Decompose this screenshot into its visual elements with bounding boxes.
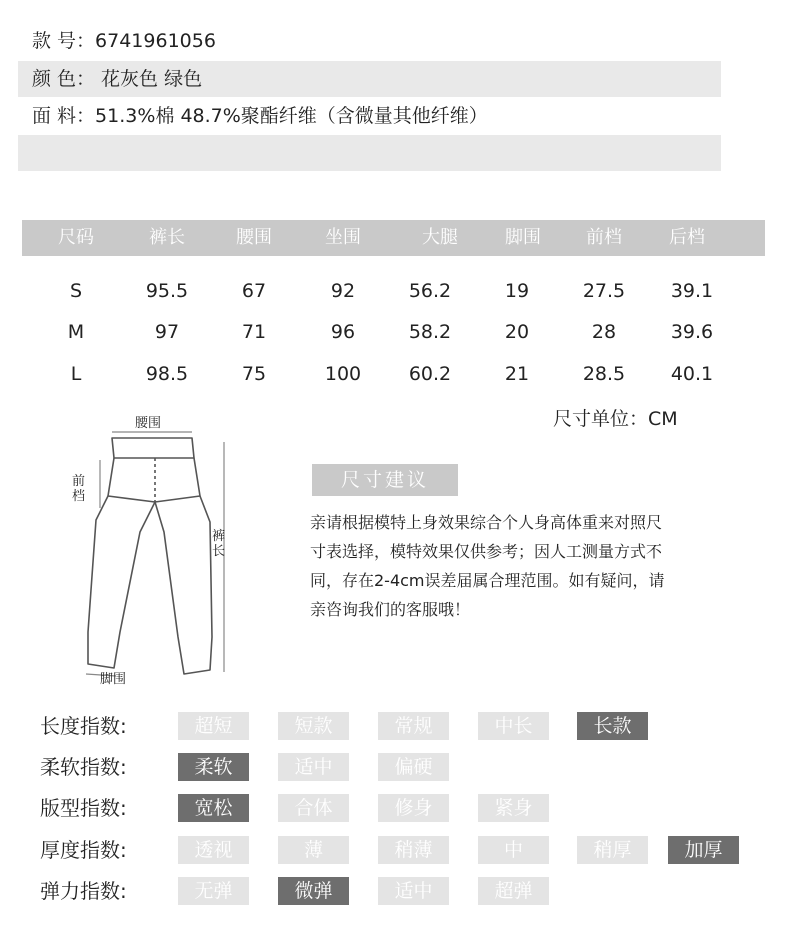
- cell: 71: [241, 321, 267, 343]
- fabric-value: 51.3%棉 48.7%聚酯纤维（含微量其他纤维）: [95, 105, 488, 127]
- thickness-option-thick: 加厚: [668, 836, 739, 864]
- length-option-extra-short: 超短: [178, 712, 249, 740]
- style-number-label: 款 号：: [32, 30, 96, 52]
- header-waist: 腰围: [236, 227, 272, 248]
- blank-shaded-row: [18, 135, 721, 171]
- cell: 75: [241, 363, 267, 385]
- advice-line: 寸表选择，模特效果仅供参考；因人工测量方式不: [310, 542, 663, 561]
- length-option-regular: 常规: [378, 712, 449, 740]
- cell: S: [69, 280, 83, 302]
- softness-index-row: [40, 752, 770, 782]
- length-option-long: 长款: [577, 712, 648, 740]
- cell: 58.2: [408, 321, 452, 343]
- size-row-m: [22, 312, 765, 352]
- softness-index-label: 柔软指数:: [40, 755, 127, 779]
- cell: 92: [330, 280, 356, 302]
- size-advice-text: [310, 508, 730, 624]
- cell: 21: [504, 363, 530, 385]
- advice-line: 亲请根据模特上身效果综合个人身高体重来对照尺: [310, 513, 663, 532]
- softness-option-medium: 适中: [278, 753, 349, 781]
- fit-option-slim: 修身: [378, 794, 449, 822]
- cell: 28.5: [582, 363, 626, 385]
- diagram-hem-label: 脚围: [100, 672, 127, 687]
- cell: 98.5: [145, 363, 189, 385]
- header-hem: 脚围: [505, 227, 541, 248]
- size-advice-title: 尺寸建议: [312, 464, 458, 496]
- size-unit-note: 尺寸单位：CM: [553, 408, 678, 430]
- fit-option-loose: 宽松: [178, 794, 249, 822]
- advice-line: 亲咨询我们的客服哦！: [310, 600, 471, 619]
- length-option-short: 短款: [278, 712, 349, 740]
- diagram-front-rise-label: 前档: [72, 474, 86, 504]
- size-row-s: [22, 271, 765, 311]
- cell: 100: [324, 363, 362, 385]
- fit-option-regular: 合体: [278, 794, 349, 822]
- thickness-index-row: [40, 835, 770, 865]
- cell: 40.1: [670, 363, 714, 385]
- color-label: 颜 色：: [32, 68, 96, 90]
- pants-diagram: [60, 412, 250, 692]
- cell: 39.6: [670, 321, 714, 343]
- fit-index-label: 版型指数:: [40, 796, 127, 820]
- diagram-waist-label: 腰围: [135, 416, 162, 431]
- header-length: 裤长: [149, 227, 185, 248]
- stretch-option-slight: 微弹: [278, 877, 349, 905]
- cell: 56.2: [408, 280, 452, 302]
- cell: L: [70, 363, 82, 385]
- thickness-option-slightly-thin: 稍薄: [378, 836, 449, 864]
- cell: 96: [330, 321, 356, 343]
- color-value: 花灰色 绿色: [101, 68, 203, 90]
- fit-index-row: [40, 793, 770, 823]
- cell: 20: [504, 321, 530, 343]
- length-index-row: [40, 711, 770, 741]
- cell: 19: [504, 280, 530, 302]
- thickness-index-label: 厚度指数:: [40, 838, 127, 862]
- cell: 39.1: [670, 280, 714, 302]
- cell: 95.5: [145, 280, 189, 302]
- style-number-value: 6741961056: [95, 30, 216, 52]
- stretch-option-none: 无弹: [178, 877, 249, 905]
- color-row: [18, 61, 721, 97]
- stretch-option-medium: 适中: [378, 877, 449, 905]
- size-row-l: [22, 354, 765, 394]
- header-front-rise: 前档: [586, 227, 622, 248]
- header-back-rise: 后档: [669, 227, 705, 248]
- size-table-header: [22, 220, 765, 256]
- advice-line: 同，存在2-4cm误差届属合理范围。如有疑问，请: [310, 571, 665, 590]
- cell: 67: [241, 280, 267, 302]
- length-option-mid-long: 中长: [478, 712, 549, 740]
- length-index-label: 长度指数:: [40, 714, 127, 738]
- stretch-index-row: [40, 876, 770, 906]
- softness-option-stiff: 偏硬: [378, 753, 449, 781]
- fabric-row: [18, 98, 721, 134]
- diagram-length-label: 裤长: [212, 529, 226, 559]
- fit-option-tight: 紧身: [478, 794, 549, 822]
- cell: 28: [591, 321, 617, 343]
- cell: 27.5: [582, 280, 626, 302]
- header-size: 尺码: [58, 227, 94, 248]
- thickness-option-thin: 薄: [278, 836, 349, 864]
- stretch-option-super: 超弹: [478, 877, 549, 905]
- header-thigh: 大腿: [422, 227, 458, 248]
- thickness-option-medium: 中: [478, 836, 549, 864]
- thickness-option-slightly-thick: 稍厚: [577, 836, 648, 864]
- fabric-label: 面 料：: [32, 105, 96, 127]
- softness-option-soft: 柔软: [178, 753, 249, 781]
- stretch-index-label: 弹力指数:: [40, 879, 127, 903]
- cell: 60.2: [408, 363, 452, 385]
- thickness-option-sheer: 透视: [178, 836, 249, 864]
- cell: M: [67, 321, 85, 343]
- header-hip: 坐围: [325, 227, 361, 248]
- cell: 97: [154, 321, 180, 343]
- style-number-row: [18, 23, 721, 59]
